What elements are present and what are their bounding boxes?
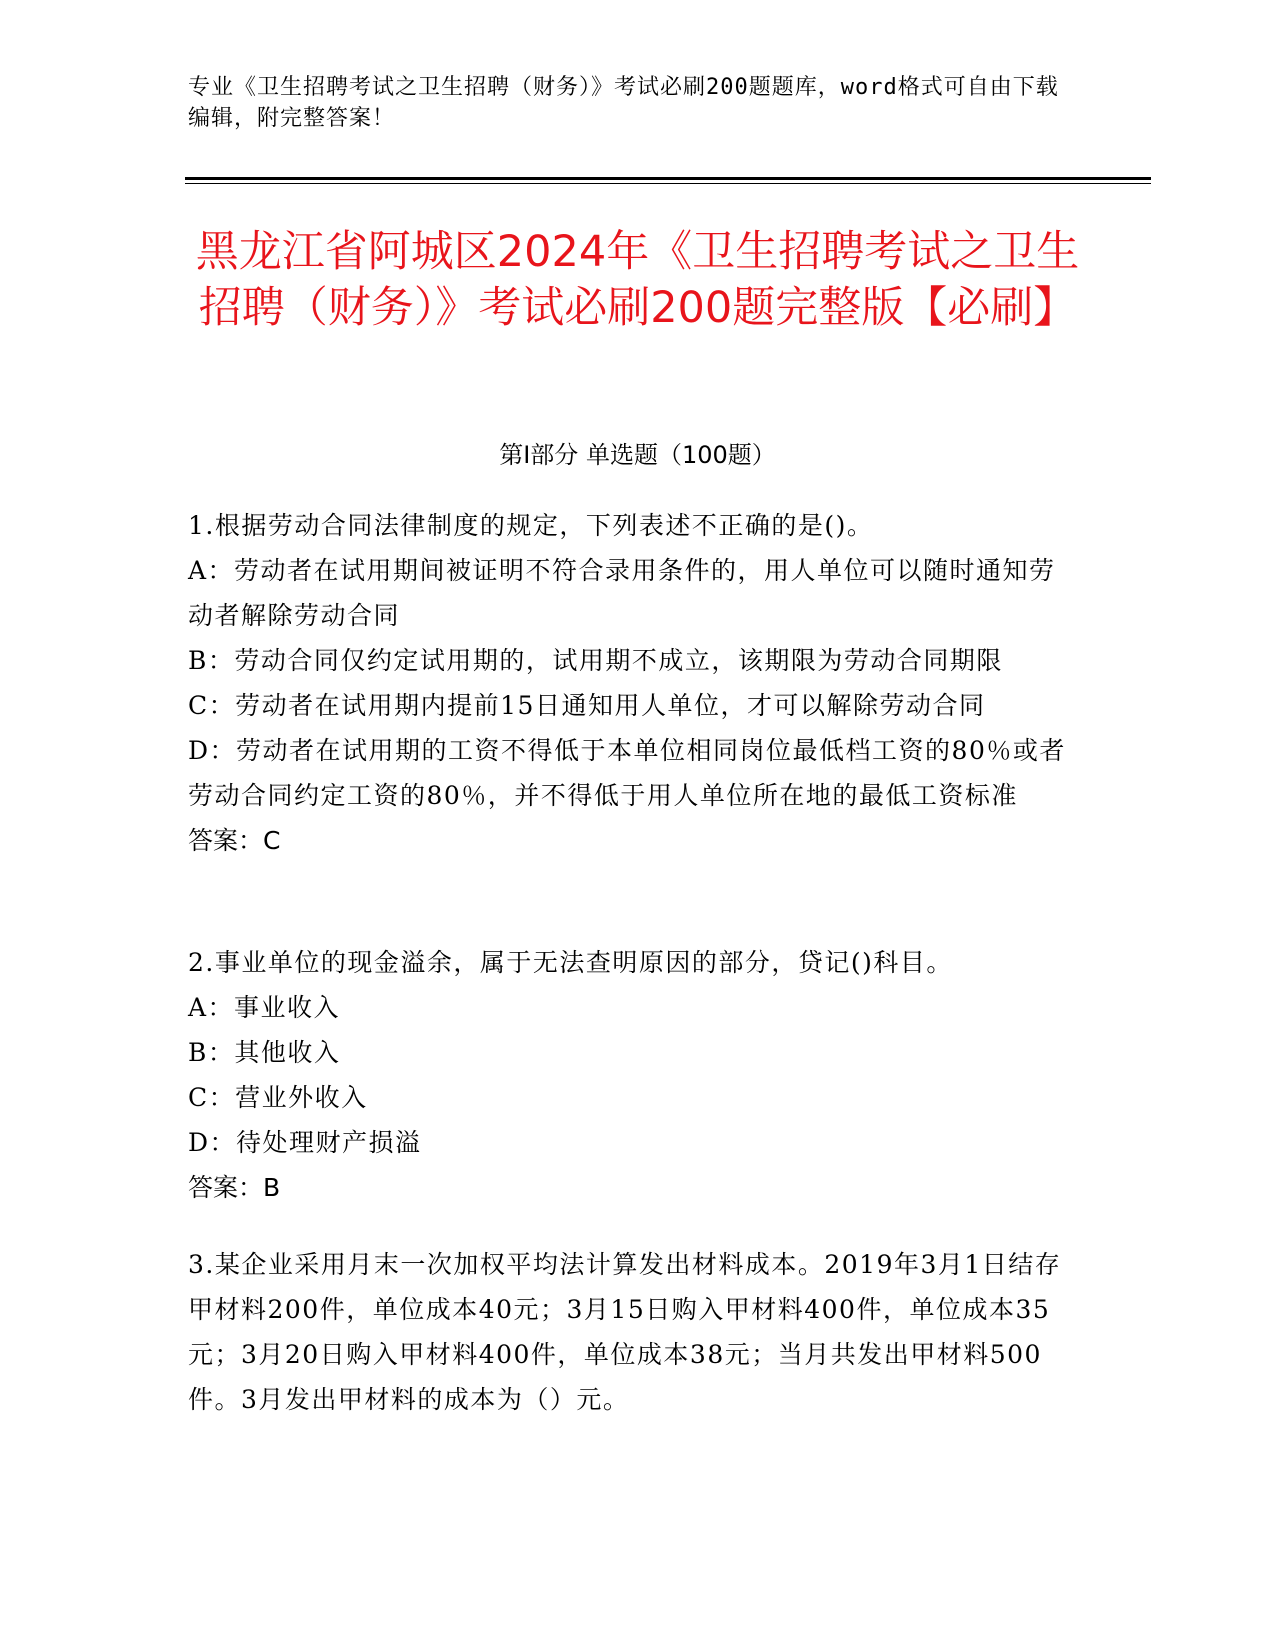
header-divider-thin xyxy=(185,183,1151,184)
header-note: 专业《卫生招聘考试之卫生招聘（财务）》考试必刷200题题库，word格式可自由下载编辑，附完整答案！ xyxy=(188,75,1059,131)
option-a: A：事业收入 xyxy=(188,993,341,1022)
option-d: D：待处理财产损溢 xyxy=(188,1128,422,1157)
question-stem: 3.某企业采用月末一次加权平均法计算发出材料成本。2019年3月1日结存甲材料200件，单位成本40元；3月15日购入甲材料400件，单位成本35元；3月20日购入甲材料400件，单位成本38元；当月共发出甲材料500件。3月发出甲材料的成本为（）元。 xyxy=(188,1250,1062,1414)
question-stem: 1.根据劳动合同法律制度的规定，下列表述不正确的是()。 xyxy=(188,511,874,540)
question-1 xyxy=(188,503,1068,863)
option-a: A：劳动者在试用期间被证明不符合录用条件的，用人单位可以随时通知劳动者解除劳动合同 xyxy=(188,556,1056,630)
header-divider-thick xyxy=(185,177,1151,180)
option-b: B：其他收入 xyxy=(188,1038,341,1067)
question-2 xyxy=(188,940,1068,1210)
option-c: C：劳动者在试用期内提前15日通知用人单位，才可以解除劳动合同 xyxy=(188,691,986,720)
question-3 xyxy=(188,1242,1068,1422)
answer: 答案：C xyxy=(188,826,281,855)
document-title: 黑龙江省阿城区2024年《卫生招聘考试之卫生招聘（财务）》考试必刷200题完整版【必刷】 xyxy=(195,227,1080,333)
answer: 答案：B xyxy=(188,1173,281,1202)
option-b: B：劳动合同仅约定试用期的，试用期不成立，该期限为劳动合同期限 xyxy=(188,646,1003,675)
option-c: C：营业外收入 xyxy=(188,1083,368,1112)
question-stem: 2.事业单位的现金溢余，属于无法查明原因的部分，贷记()科目。 xyxy=(188,948,953,977)
section-title: 第Ⅰ部分 单选题（100题） xyxy=(499,441,776,469)
option-d: D：劳动者在试用期的工资不得低于本单位相同岗位最低档工资的80％或者劳动合同约定工资的80％，并不得低于用人单位所在地的最低工资标准 xyxy=(188,736,1066,810)
